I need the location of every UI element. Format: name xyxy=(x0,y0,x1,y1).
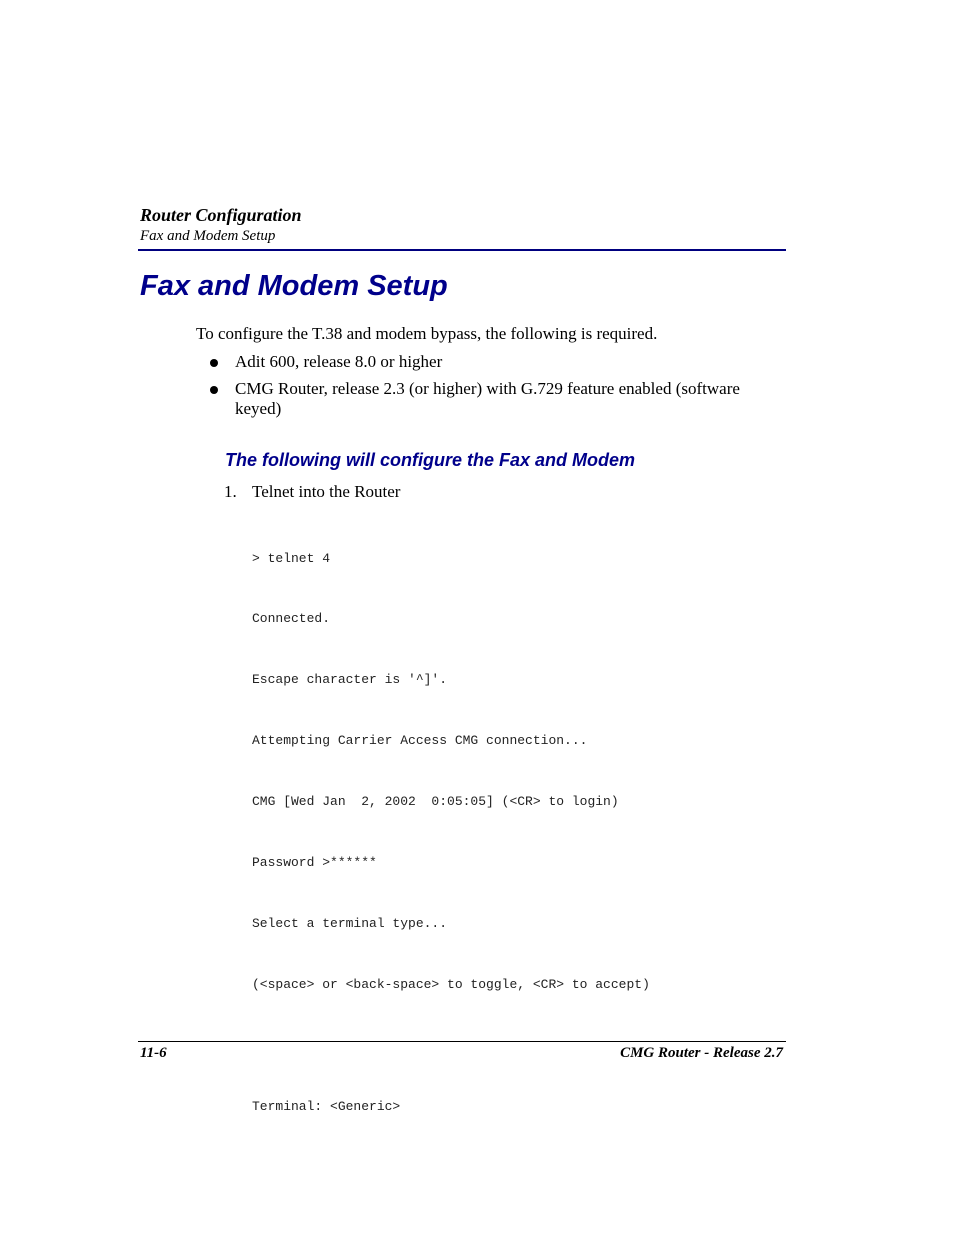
footer-page-number: 11-6 xyxy=(140,1045,167,1061)
list-item-text: CMG Router, release 2.3 (or higher) with G.729 feature enabled (software keyed) xyxy=(235,379,740,418)
terminal-line xyxy=(252,1036,650,1056)
bullet-icon xyxy=(210,386,218,394)
terminal-line: Escape character is '^]'. xyxy=(252,672,448,688)
list-item-text: Adit 600, release 8.0 or higher xyxy=(235,352,443,371)
terminal-line: Select a terminal type... xyxy=(252,915,448,931)
running-header-chapter: Router Configuration xyxy=(140,205,302,225)
header-divider xyxy=(138,249,786,251)
step-number: 1. xyxy=(224,482,237,501)
footer-divider xyxy=(138,1041,786,1042)
terminal-line: > telnet 4 xyxy=(252,550,331,566)
footer-document-title: CMG Router - Release 2.7 xyxy=(620,1045,783,1061)
list-item xyxy=(208,352,768,372)
list-item xyxy=(208,379,768,419)
step-text: Telnet into the Router xyxy=(252,482,401,501)
terminal-line: CMG [Wed Jan 2, 2002 0:05:05] (<CR> to login) xyxy=(252,794,619,810)
terminal-line: (<space> or <back-space> to toggle, <CR> to accept) xyxy=(252,976,650,992)
terminal-output xyxy=(252,508,650,1158)
terminal-line: Attempting Carrier Access CMG connection... xyxy=(252,733,588,749)
terminal-line: Password >****** xyxy=(252,855,377,871)
requirements-list xyxy=(208,352,768,426)
bullet-icon xyxy=(210,359,218,367)
section-heading: The following will configure the Fax and Modem xyxy=(225,450,636,470)
intro-paragraph: To configure the T.38 and modem bypass, the following is required. xyxy=(196,324,658,343)
terminal-line: Connected. xyxy=(252,611,331,627)
page-title: Fax and Modem Setup xyxy=(140,270,448,302)
step-item xyxy=(224,482,400,502)
terminal-line: Terminal: <Generic> xyxy=(252,1098,401,1114)
running-header-section: Fax and Modem Setup xyxy=(140,228,276,244)
